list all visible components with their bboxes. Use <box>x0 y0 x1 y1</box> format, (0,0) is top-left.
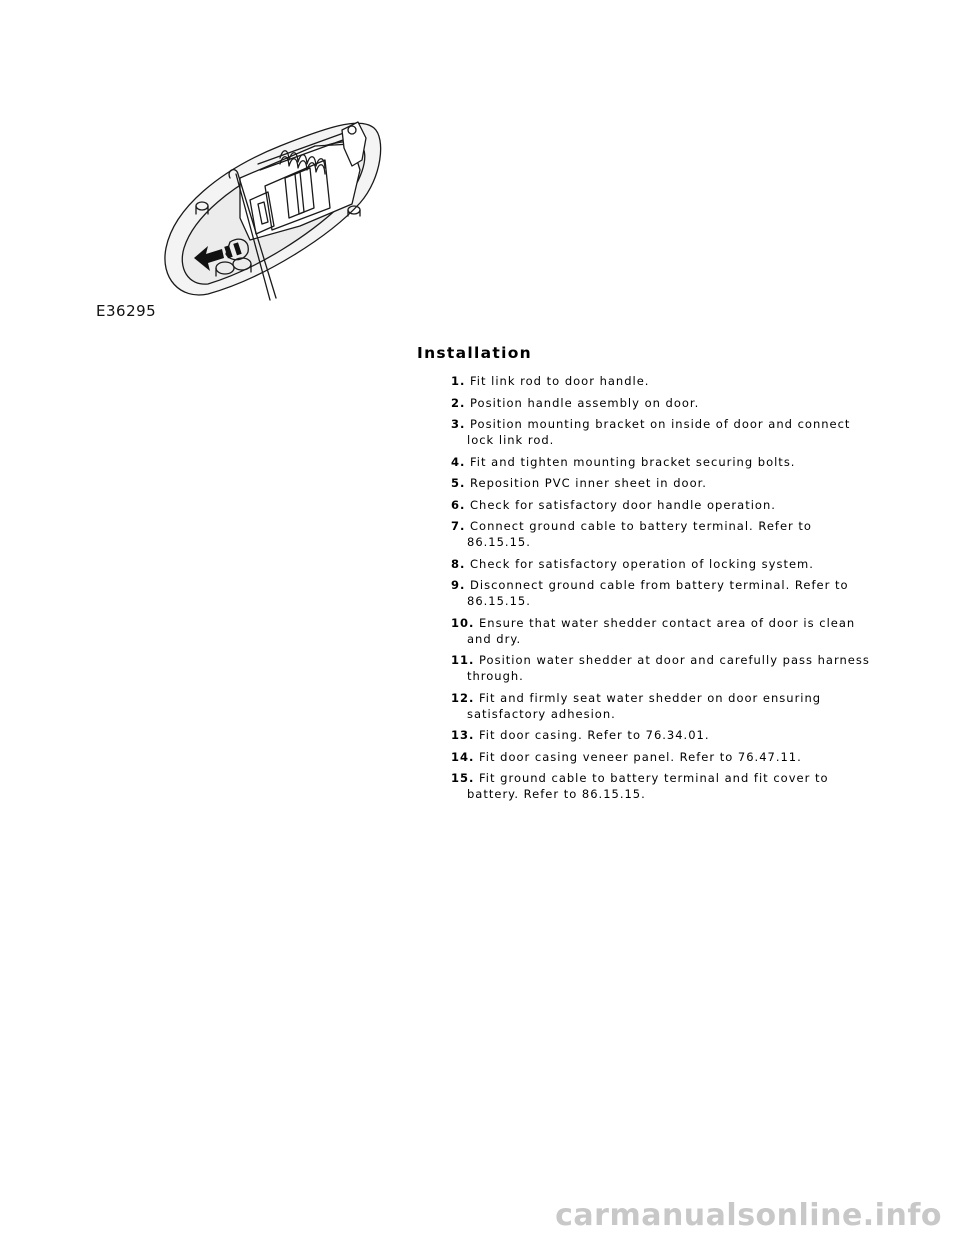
step-number: 14. <box>451 749 475 764</box>
site-watermark: carmanualsonline.info <box>555 1198 942 1233</box>
door-handle-illustration <box>90 108 400 324</box>
step-11 <box>451 652 871 684</box>
step-text: Fit door casing veneer panel. Refer to 76.47.11. <box>479 749 802 764</box>
step-number: 6. <box>451 497 466 512</box>
step-7 <box>451 518 871 550</box>
step-text: Disconnect ground cable from battery terminal. Refer to 86.15.15. <box>467 578 849 608</box>
door-handle-drawing <box>90 108 400 324</box>
step-text: Connect ground cable to battery terminal. Refer to 86.15.15. <box>467 519 812 549</box>
step-6 <box>451 497 871 513</box>
step-13 <box>451 727 871 743</box>
step-8 <box>451 556 871 572</box>
step-text: Fit and firmly seat water shedder on door ensuring satisfactory adhesion. <box>467 690 822 721</box>
step-text: Check for satisfactory door handle operation. <box>470 497 776 512</box>
step-1 <box>451 373 871 389</box>
step-number: 5. <box>451 476 466 490</box>
step-3 <box>451 416 871 448</box>
step-text: Position water shedder at door and carefully pass harness through. <box>467 653 870 683</box>
step-text: Check for satisfactory operation of locking system. <box>470 556 814 571</box>
step-number: 2. <box>451 395 466 410</box>
step-number: 12. <box>451 690 475 705</box>
step-number: 3. <box>451 417 466 431</box>
step-2 <box>451 395 871 411</box>
step-text: Reposition PVC inner sheet in door. <box>470 476 707 490</box>
step-number: 4. <box>451 454 466 469</box>
step-number: 1. <box>451 374 466 388</box>
step-text: Fit door casing. Refer to 76.34.01. <box>479 728 710 742</box>
step-text: Fit ground cable to battery terminal and fit cover to battery. Refer to 86.15.15. <box>467 771 829 801</box>
step-14 <box>451 749 871 765</box>
step-text: Ensure that water shedder contact area of door is clean and dry. <box>467 615 856 646</box>
step-number: 9. <box>451 578 466 592</box>
step-number: 10. <box>451 615 475 630</box>
section-title: Installation <box>417 344 532 362</box>
step-number: 7. <box>451 519 466 533</box>
step-number: 8. <box>451 556 466 571</box>
step-text: Fit link rod to door handle. <box>470 374 650 388</box>
step-9 <box>451 577 871 609</box>
step-15 <box>451 770 871 802</box>
figure-id: E36295 <box>96 302 157 320</box>
step-10 <box>451 615 871 647</box>
step-number: 15. <box>451 771 475 785</box>
step-12 <box>451 690 871 722</box>
step-number: 13. <box>451 728 475 742</box>
step-4 <box>451 454 871 470</box>
step-text: Position handle assembly on door. <box>470 395 700 410</box>
step-text: Fit and tighten mounting bracket securing bolts. <box>470 454 796 469</box>
step-5 <box>451 475 871 491</box>
installation-steps <box>451 373 871 808</box>
step-text: Position mounting bracket on inside of door and connect lock link rod. <box>467 417 851 447</box>
step-number: 11. <box>451 653 475 667</box>
